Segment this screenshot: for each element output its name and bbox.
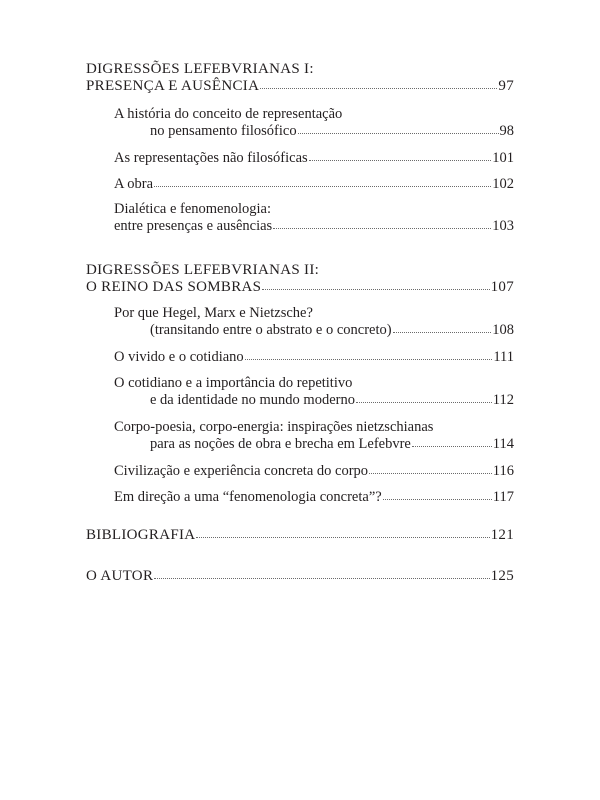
toc-entry-title: para as noções de obra e brecha em Lefebvre [150,436,411,452]
toc-page-number: 102 [492,176,514,192]
toc-entry-title: BIBLIOGRAFIA [86,527,196,543]
toc-entry-title-line: O cotidiano e a importância do repetitivo [114,375,353,391]
dot-leader [356,401,492,403]
toc-chapter-digressoes-2 [0,262,514,296]
dot-leader [393,331,492,333]
dot-leader [260,87,497,89]
toc-page-number: 108 [492,322,514,338]
toc-chapter-bibliografia [0,527,514,544]
toc-page-number: 98 [499,123,514,139]
toc-page-number: 107 [490,279,514,295]
toc-page-number: 111 [493,349,514,365]
toc-section-representacoes-nao-filosoficas [0,150,514,167]
dot-leader [298,132,499,134]
toc-entry-title-line: Dialética e fenomenologia: [114,201,272,217]
toc-page-number: 125 [490,568,514,584]
dot-leader [383,498,492,500]
toc-page-number: 97 [498,78,514,94]
toc-section-cotidiano-repetitivo [0,375,514,409]
toc-entry-title: O REINO DAS SOMBRAS [86,279,262,295]
dot-leader [412,445,492,447]
dot-leader [154,185,491,187]
toc-chapter-o-autor [0,568,514,585]
toc-section-fenomenologia-concreta [0,489,514,506]
toc-page-number: 114 [492,436,514,452]
toc-entry-title: e da identidade no mundo moderno [150,392,355,408]
toc-entry-title: no pensamento filosófico [150,123,297,139]
toc-section-historia-representacao [0,106,514,140]
toc-entry-title: A obra [114,176,154,192]
dot-leader [309,159,492,161]
toc-page-number: 121 [490,527,514,543]
toc-page-number: 117 [492,489,514,505]
toc-page-number: 101 [492,150,514,166]
dot-leader [196,536,489,538]
toc-section-corpo-poesia [0,419,514,453]
toc-entry-title-line: A história do conceito de representação [114,106,343,122]
toc-chapter-digressoes-1 [0,61,514,95]
toc-entry-title: entre presenças e ausências [114,218,273,234]
toc-entry-title: O vivido e o cotidiano [114,349,244,365]
toc-entry-title: Em direção a uma “fenomenologia concreta”? [114,489,382,505]
toc-page-number: 112 [492,392,514,408]
toc-entry-title: O AUTOR [86,568,154,584]
toc-entry-title-line: Corpo-poesia, corpo-energia: inspirações nietzschianas [114,419,434,435]
dot-leader [369,472,492,474]
dot-leader [154,577,489,579]
toc-page-number: 103 [492,218,514,234]
toc-entry-title: Civilização e experiência concreta do corpo [114,463,369,479]
toc-section-dialetica-fenomenologia [0,201,514,235]
toc-entry-title: (transitando entre o abstrato e o concreto) [150,322,392,338]
toc-section-hegel-marx-nietzsche [0,305,514,339]
toc-page-number: 116 [492,463,514,479]
dot-leader [273,227,491,229]
toc-entry-title: As representações não filosóficas [114,150,308,166]
toc-entry-title-line: DIGRESSÕES LEFEBVRIANAS II: [86,262,320,278]
toc-entry-title-line: DIGRESSÕES LEFEBVRIANAS I: [86,61,314,77]
dot-leader [245,358,493,360]
toc-section-vivido-cotidiano [0,349,514,366]
toc-section-civilizacao-corpo [0,463,514,480]
toc-entry-title-line: Por que Hegel, Marx e Nietzsche? [114,305,313,321]
dot-leader [262,288,489,290]
toc-section-a-obra [0,176,514,193]
toc-entry-title: PRESENÇA E AUSÊNCIA [86,78,260,94]
